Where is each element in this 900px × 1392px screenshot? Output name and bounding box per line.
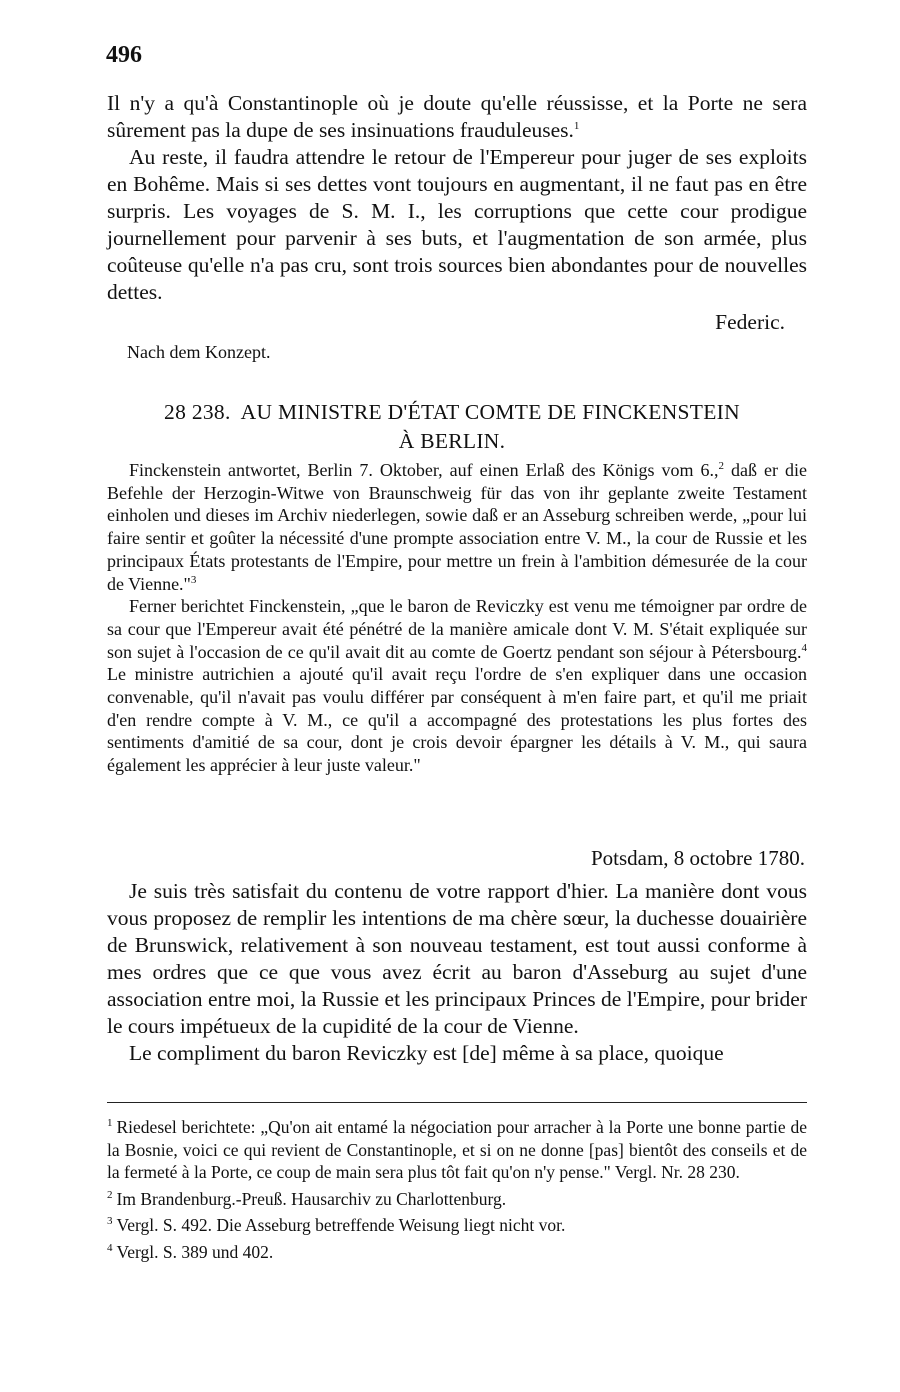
paragraph: Le compliment du baron Reviczky est [de] même à sa place, quoique — [129, 1041, 724, 1065]
footnote — [107, 1184, 807, 1211]
signature: Federic. — [715, 310, 785, 334]
paragraph: Au reste, il faudra attendre le retour de l'Empereur pour juger de ses exploits en Bohême. Mais si ses dettes vont toujours en augmentant, il ne faut pas en être surpris. Les voyages de S. M. I., les corruptions que cette cour prodigue journellement pour parvenir à ses buts, et l'augmentation de son armée, plus coûteuse qu'elle n'a pas cru, sont trois sources bien abondantes pour de nouvelles dettes. — [107, 145, 807, 304]
summary-paragraph — [107, 459, 807, 595]
source-note: Nach dem Konzept. — [127, 342, 271, 362]
document-number: 28 238. — [164, 400, 231, 424]
footnote-mark: 3 — [107, 1215, 113, 1228]
footnote-mark: 4 — [107, 1242, 113, 1254]
footnote-text: Vergl. S. 389 und 402. — [116, 1241, 274, 1262]
footnote — [107, 1112, 807, 1184]
summary — [107, 459, 807, 777]
footnote-divider — [107, 1102, 807, 1103]
page-number: 496 — [106, 42, 142, 68]
summary-text: Finckenstein antwortet, Berlin 7. Oktober, auf einen Erlaß des Königs vom 6., — [129, 460, 719, 480]
dateline: Potsdam, 8 octobre 1780. — [590, 846, 805, 870]
footnote-text: Vergl. S. 492. Die Asseburg betreffende Weisung liegt nicht vor. — [116, 1215, 566, 1236]
footnote-ref: 4 — [801, 641, 807, 654]
footnote — [107, 1210, 807, 1237]
document-heading — [107, 398, 797, 456]
paragraph — [107, 90, 807, 144]
paragraph-text: Il n'y a qu'à Constantinople où je doute qu'elle réussisse, et la Porte ne sera sûrement pas la dupe de ses insinuations frauduleuses. — [107, 91, 807, 142]
footnote-text: Im Brandenburg.-Preuß. Hausarchiv zu Charlottenburg. — [116, 1188, 507, 1209]
heading-line-1: AU MINISTRE D'ÉTAT COMTE DE FINCKENSTEIN — [240, 400, 740, 424]
footnote-ref: 1 — [573, 119, 580, 132]
footnote-mark: 2 — [107, 1188, 113, 1201]
footnote-ref: 2 — [718, 460, 725, 472]
footnote-ref: 3 — [190, 573, 197, 586]
summary-text: Le ministre autrichien a ajouté qu'il avait reçu l'ordre de s'en expliquer dans une occasion convenable, qu'il n'avait pas voulu différer par conséquent à m'en faire part, et qu'il me priait d'en rendre compte à V. M., ce qu'il a accompagné des protestations les plus fortes des sentiments d'amitié de sa cour, dont je crois devoir épargner les détails à V. M., qui saura également les apprécier à leur juste valeur." — [107, 664, 807, 776]
summary-paragraph — [107, 595, 807, 777]
footnote — [107, 1237, 807, 1264]
summary-text: Ferner berichtet Finckenstein, „que le baron de Reviczky est venu me témoigner par ordre de sa cour que l'Empereur avait été pénétré de la manière amicale dont V. M. S'était expliquée sur son sujet à l'occasion de ce qu'il avait dit au comte de Goertz pendant son séjour à Pétersbourg. — [107, 596, 807, 662]
summary-text: daß er die Befehle der Herzogin-Witwe von Braunschweig für das von ihr geplante zweite Testament einholen und dieses im Archiv niederlegen, sowie daß er an Asseburg schreiben werde, „pour lui faire sentir et goûter la nécessité d'une prompte association entre V. M., la cour de Russie et les principaux États protestants de l'Empire, pour mettre un frein à l'ambition démesurée de la cour de Vienne." — [107, 460, 807, 594]
letter-text — [107, 878, 807, 1067]
paragraph: Je suis très satisfait du contenu de votre rapport d'hier. La manière dont vous vous proposez de remplir les intentions de ma chère sœur, la duchesse douairière de Brunswick, relativement à son nouveau testament, est tout aussi conforme à mes ordres que ce que vous avez écrit au baron d'Asseburg au sujet d'une association entre moi, la Russie et les principaux Princes de l'Empire, pour brider le cours impétueux de la cupidité de la cour de Vienne. — [107, 879, 807, 1038]
heading-line-2: À BERLIN. — [398, 429, 506, 453]
footnote-text: Riedesel berichtete: „Qu'on ait entamé la négociation pour arracher à la Porte une bonne partie de la Bosnie, voici ce qui revient de Constantinople, et si on ne donne [pas] bientôt des conseils et de la fermeté à la Porte, ce coup de main sera plus tôt fait qu'on n'y pense." Vergl. Nr. 28 230. — [107, 1116, 807, 1183]
footnote-mark: 1 — [107, 1117, 113, 1129]
top-text — [107, 90, 807, 306]
footnotes — [107, 1112, 807, 1264]
